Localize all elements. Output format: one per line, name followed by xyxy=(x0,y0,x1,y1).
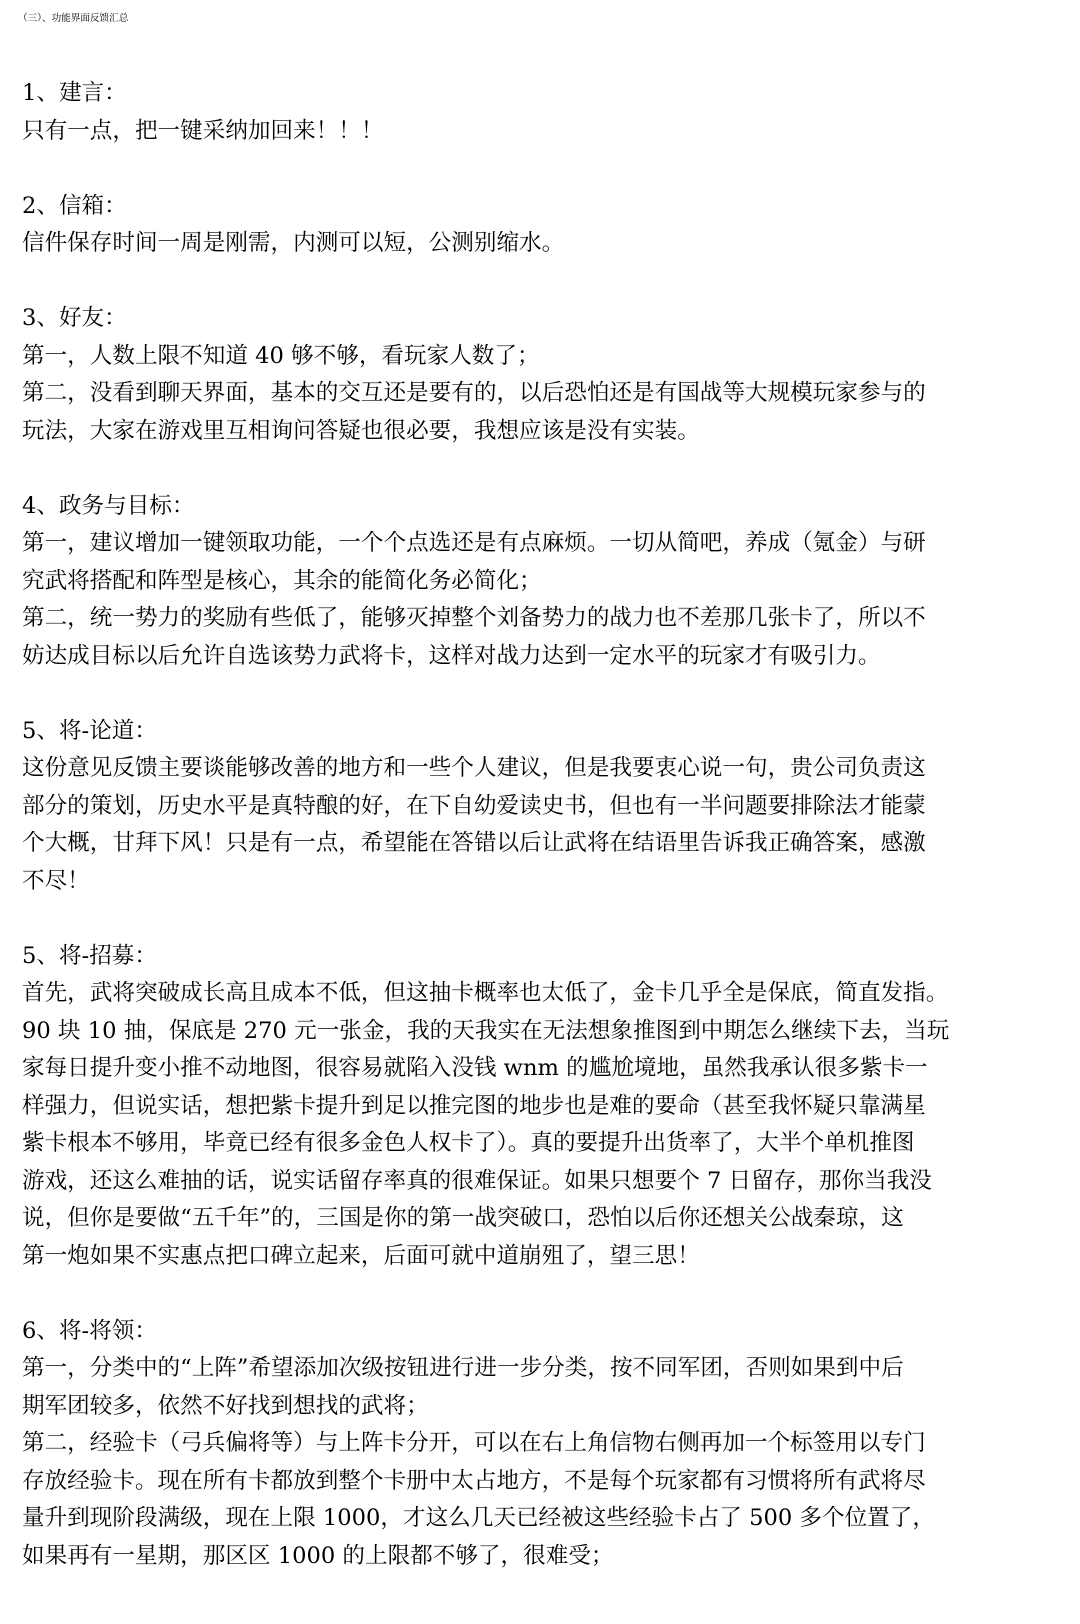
paragraph-line: 妨达成目标以后允许自选该势力武将卡，这样对战力达到一定水平的玩家才有吸引力。 xyxy=(22,642,881,669)
section-general-discourse xyxy=(22,713,1062,901)
section-affairs-goals xyxy=(22,488,1062,676)
paragraph-line: 第一，建议增加一键领取功能，一个个点选还是有点麻烦。一切从简吧，养成（氪金）与研 xyxy=(22,530,926,556)
paragraph-line: 90 块 10 抽，保底是 270 元一张金，我的天我实在无法想象推图到中期怎么继续下去，当玩 xyxy=(22,1017,950,1044)
paragraph-line: 第二，经验卡（弓兵偏将等）与上阵卡分开，可以在右上角信物右侧再加一个标签用以专门 xyxy=(22,1430,926,1456)
paragraph-line: 只有一点，把一键采纳加回来！！！ xyxy=(22,117,384,144)
section-general-generals xyxy=(22,1313,1062,1576)
paragraph-line: 信件保存时间一周是刚需，内测可以短，公测别缩水。 xyxy=(22,230,565,256)
spacer xyxy=(22,900,1062,938)
paragraph-line: 部分的策划，历史水平是真特酿的好，在下自幼爱读史书，但也有一半问题要排除法才能蒙 xyxy=(22,792,926,819)
paragraph-line: 第一炮如果不实惠点把口碑立起来，后面可就中道崩殂了，望三思！ xyxy=(22,1242,700,1269)
paragraph-line: 游戏，还这么难抽的话，说实话留存率真的很难保证。如果只想要个 7 日留存，那你当我没 xyxy=(22,1167,932,1194)
paragraph-line: 第二，统一势力的奖励有些低了，能够灭掉整个刘备势力的战力也不差那几张卡了，所以不 xyxy=(22,605,926,631)
paragraph-line: 存放经验卡。现在所有卡都放到整个卡册中太占地方，不是每个玩家都有习惯将所有武将尽 xyxy=(22,1467,926,1494)
spacer xyxy=(22,38,1062,76)
section-heading: 6、将-将领： xyxy=(22,1317,157,1344)
spacer xyxy=(22,450,1062,488)
spacer xyxy=(22,263,1062,301)
paragraph-line: 家每日提升变小推不动地图，很容易就陷入没钱 wnm 的尴尬境地，虽然我承认很多紫卡一 xyxy=(22,1055,928,1081)
paragraph-line: 如果再有一星期，那区区 1000 的上限都不够了，很难受； xyxy=(22,1542,614,1569)
section-heading: 5、将-论道： xyxy=(22,717,157,744)
section-mailbox xyxy=(22,188,1062,263)
paragraph-line: 不尽！ xyxy=(22,867,90,894)
paragraph-line: 期军团较多，依然不好找到想找的武将； xyxy=(22,1392,429,1419)
spacer xyxy=(22,1275,1062,1313)
section-suggestions xyxy=(22,75,1062,150)
spacer xyxy=(22,675,1062,713)
section-general-recruit xyxy=(22,938,1062,1276)
section-heading: 4、政务与目标： xyxy=(22,492,195,519)
paragraph-line: 究武将搭配和阵型是核心，其余的能简化务必简化； xyxy=(22,567,542,594)
section-heading: 5、将-招募： xyxy=(22,942,157,969)
document-body xyxy=(18,0,1062,1575)
paragraph-line: 量升到现阶段满级，现在上限 1000，才这么几天已经被这些经验卡占了 500 多个位置了， xyxy=(22,1505,935,1531)
document-title: （三）、功能界面反馈汇总 xyxy=(18,13,129,24)
paragraph-line: 第一，人数上限不知道 40 够不够，看玩家人数了； xyxy=(22,342,540,369)
paragraph-line: 紫卡根本不够用，毕竟已经有很多金色人权卡了）。真的要提升出货率了，大半个单机推图 xyxy=(22,1130,915,1156)
section-heading: 1、建言： xyxy=(22,80,127,106)
section-heading: 3、好友： xyxy=(22,305,127,331)
paragraph-line: 第一，分类中的“上阵”希望添加次级按钮进行进一步分类，按不同军团，否则如果到中后 xyxy=(22,1355,904,1381)
paragraph-line: 首先，武将突破成长高且成本不低，但这抽卡概率也太低了，金卡几乎全是保底，简直发指。 xyxy=(22,980,949,1006)
section-friends xyxy=(22,300,1062,450)
paragraph-line: 样强力，但说实话，想把紫卡提升到足以推完图的地步也是难的要命（甚至我怀疑只靠满星 xyxy=(22,1092,926,1119)
paragraph-line: 玩法，大家在游戏里互相询问答疑也很必要，我想应该是没有实装。 xyxy=(22,417,700,444)
paragraph-line: 这份意见反馈主要谈能够改善的地方和一些个人建议，但是我要衷心说一句，贵公司负责这 xyxy=(22,755,926,781)
paragraph-line: 个大概，甘拜下风！只是有一点，希望能在答错以后让武将在结语里告诉我正确答案，感激 xyxy=(22,830,926,856)
paragraph-line: 第二，没看到聊天界面，基本的交互还是要有的，以后恐怕还是有国战等大规模玩家参与的 xyxy=(22,380,926,406)
section-heading: 2、信箱： xyxy=(22,192,127,219)
spacer xyxy=(22,150,1062,188)
paragraph-line: 说，但你是要做“五千年”的，三国是你的第一战突破口，恐怕以后你还想关公战秦琼，这 xyxy=(22,1205,904,1231)
